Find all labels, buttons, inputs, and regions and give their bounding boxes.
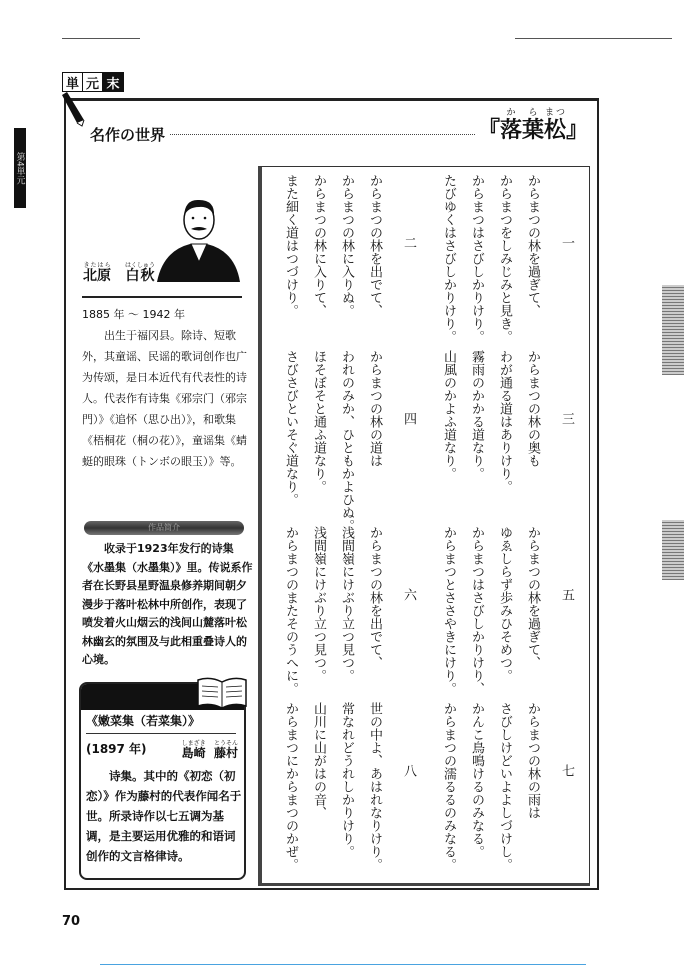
side-tab: 第4単元	[14, 128, 26, 208]
stanza-number: 四	[401, 412, 416, 425]
title-ruby: ら	[522, 108, 545, 118]
scan-artifact	[662, 285, 684, 375]
stanza	[420, 526, 580, 698]
poem-line: からまつの濡るるのみなる。	[441, 702, 456, 871]
poem-line: ほそぼそと通ふ道なり。	[311, 350, 326, 493]
unit-end-label	[62, 72, 124, 92]
stanza	[262, 350, 422, 532]
poem-line: われのみか、ひともかよひぬ。	[339, 350, 354, 532]
ruby: はくしゅう	[125, 262, 156, 269]
stanza	[420, 702, 580, 874]
footer-rule	[100, 964, 586, 965]
bio-text: 出生于福冈县。除诗、短歌外，其童谣、民谣的歌词创作也广为传颂，是日本近代有代表性的诗人。代表作有诗集《邪宗门（邪宗門）》《追怀（思ひ出）》，和歌集《梧桐花（桐の花）》，童谣集《蜻蜓的眼珠（トンボの眼玉）》等。	[82, 329, 247, 468]
poem-line: からまつのまたそのうへに。	[283, 526, 298, 695]
pen-icon	[58, 92, 88, 128]
stanza-number: 七	[559, 764, 574, 777]
section-title: 名作の世界	[90, 126, 166, 144]
stanza	[262, 174, 422, 346]
book-year: (1897 年)	[86, 742, 147, 756]
stanza-number: 二	[401, 236, 416, 249]
ruby: しまざき	[181, 740, 206, 747]
ruby: とうそん	[213, 740, 238, 747]
poem-line: からまつの林の道は	[367, 350, 382, 467]
unit-char: 末	[103, 73, 123, 91]
title-ruby: まつ	[544, 108, 567, 118]
unit-char: 単	[63, 73, 83, 91]
divider	[86, 733, 236, 734]
book-author-family: 島崎	[181, 746, 206, 760]
poem-line: からまつはさびしかりけり。	[469, 174, 484, 343]
poem-line: 浅間嶺にけぶり立つ見つ。	[339, 526, 354, 682]
stanza-number: 三	[559, 412, 574, 425]
author-given-name: 白秋	[125, 268, 156, 284]
poem-line: ゆゑしらず歩みひそめつ。	[497, 526, 512, 682]
title-ruby: か	[500, 108, 523, 118]
header-rule-left	[62, 38, 140, 39]
ruby: きたはら	[83, 262, 111, 269]
poem-line: 常なれどうれしかりけり。	[339, 702, 354, 858]
bracket: 』	[566, 117, 589, 143]
stanza-number: 一	[559, 236, 574, 249]
poem-line: さびさびといそぐ道なり。	[283, 350, 298, 506]
poem-line: からまつとささやきにけり。	[441, 526, 456, 695]
stanza	[262, 702, 422, 874]
poem-line: からまつをしみじみと見き。	[497, 174, 512, 343]
work-intro	[82, 540, 254, 670]
poem-line: からまつの林に入りて、	[311, 174, 326, 317]
poem-line: からまつの林の奥も	[525, 350, 540, 467]
poem-line: 山風のかよふ道なり。	[441, 350, 456, 480]
scan-artifact	[662, 520, 684, 580]
stanza-number: 八	[401, 764, 416, 777]
poem-title	[478, 108, 588, 144]
poem-line: からまつの林を過ぎて、	[525, 526, 540, 669]
poem-line: かんこ鳥鳴けるのみなる。	[469, 702, 484, 858]
poem-line: からまつの林を出でて、	[367, 174, 382, 317]
author-family-name: 北原	[83, 268, 111, 284]
book-description	[86, 766, 242, 866]
book-title: 《嫩菜集（若菜集）》	[86, 714, 201, 728]
stanza	[262, 526, 422, 698]
page-number: 70	[62, 914, 81, 929]
title-char: 葉	[522, 117, 545, 143]
poem-line: また細く道はつづけり。	[283, 174, 298, 317]
author-years: 1885 年 ～ 1942 年	[82, 308, 185, 321]
poem-line: わが通る道はありけり。	[497, 350, 512, 493]
poem-line: 世の中よ、あはれなりけり。	[367, 702, 382, 871]
poem-line: 霧雨のかかる道なり。	[469, 350, 484, 480]
author-name	[83, 262, 155, 285]
poem-line: からまつの林を出でて、	[367, 526, 382, 669]
author-portrait	[155, 196, 240, 282]
stanza	[420, 174, 580, 346]
book-meta	[86, 740, 238, 761]
book-author	[182, 740, 238, 761]
dotted-leader	[170, 134, 475, 135]
intro-heading: 作品简介	[84, 521, 244, 535]
unit-char: 元	[83, 73, 103, 91]
header-rule-right	[515, 38, 672, 39]
stanza-number: 六	[401, 588, 416, 601]
poem-line: からまつはさびしかりけり、	[469, 526, 484, 695]
author-bio	[82, 304, 252, 472]
poem-line: 山川に山がはの音、	[311, 702, 326, 819]
poem-line: さびしけどいよよしづけし。	[497, 702, 512, 871]
bracket: 『	[478, 117, 501, 143]
divider	[82, 296, 242, 298]
intro-text: 收录于1923年发行的诗集《水墨集（水墨集）》里。传说系作者在长野县星野温泉修养期间朝夕漫步于落叶松林中所创作，表现了喷发着火山烟云的浅间山麓落叶松林幽玄的氛围及与此相重叠诗人的心境。	[82, 542, 253, 666]
poem-line: たびゆくはさびしかりけり。	[441, 174, 456, 343]
stanza	[420, 350, 580, 522]
poem-line: からまつの林を過ぎて、	[525, 174, 540, 317]
poem-line: からまつにからまつのかぜ。	[283, 702, 298, 871]
open-book-icon	[196, 676, 248, 710]
poem-line: からまつの林の雨は	[525, 702, 540, 819]
stanza-number: 五	[559, 588, 574, 601]
title-char: 松	[544, 117, 567, 143]
book-author-given: 藤村	[213, 746, 238, 760]
book-text: 诗集。其中的《初恋（初恋）》作为藤村的代表作闻名于世。所录诗作以七五调为基调，是主要运用优雅的和语词创作的文言格律诗。	[86, 769, 242, 863]
title-char: 落	[500, 117, 523, 143]
poem-line: からまつの林に入りぬ。	[339, 174, 354, 317]
poem-line: 浅間嶺にけぶり立つ見つ。	[311, 526, 326, 682]
